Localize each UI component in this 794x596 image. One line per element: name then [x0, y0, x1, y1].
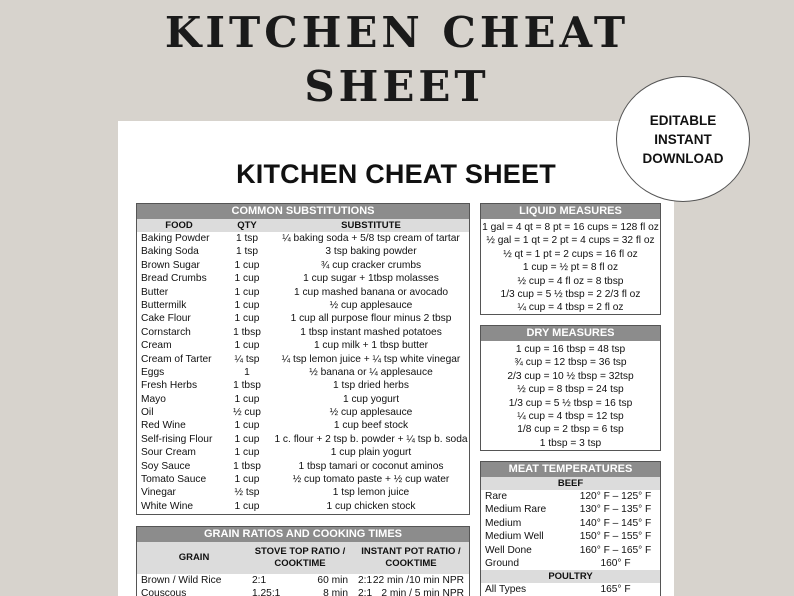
grain-column-headers	[137, 542, 469, 574]
qty-cell: 1 tbsp	[233, 326, 261, 338]
ip-time: 22 min /10 min NPR	[372, 575, 464, 586]
temperature-cell: 130° F – 135° F	[579, 504, 652, 516]
qty-cell: 1 tbsp	[233, 380, 261, 392]
qty-cell: 1 cup	[234, 313, 260, 325]
doneness-cell: Rare	[485, 491, 508, 502]
table-row	[137, 446, 469, 459]
temperature-row	[481, 517, 660, 530]
table-row	[137, 460, 469, 473]
food-cell: Butter	[141, 286, 169, 298]
substitute-cell: ½ banana or ¼ applesauce	[309, 366, 433, 378]
ip-time: 2 min / 5 min NPR	[381, 588, 464, 596]
food-cell: Vinegar	[141, 487, 176, 499]
grain-cell: Couscous	[141, 588, 187, 596]
table-row	[137, 245, 469, 258]
qty-cell: ¼ tsp	[234, 353, 260, 365]
food-cell: Tomato Sauce	[141, 474, 207, 486]
qty-cell: 1 cup	[234, 420, 260, 432]
temperature-cell: 160° F	[600, 557, 631, 569]
qty-cell: 1 cup	[234, 474, 260, 486]
measure-row: 1 cup = ½ pt = 8 fl oz	[522, 262, 619, 274]
temperature-cell: 165° F	[600, 584, 631, 596]
substitute-cell: 1 cup plain yogurt	[330, 447, 412, 459]
substitute-cell: ½ cup applesauce	[329, 407, 413, 419]
measure-row: 1 tbsp = 3 tsp	[539, 437, 602, 449]
table-row	[137, 299, 469, 312]
substitute-cell: 1 cup beef stock	[333, 420, 409, 432]
beef-subheader: BEEF	[481, 477, 660, 490]
qty-cell: ½ cup	[233, 407, 261, 419]
table-row	[137, 286, 469, 299]
doneness-cell: Medium Rare	[485, 504, 547, 516]
food-cell: Sour Cream	[141, 447, 196, 459]
measure-row: 1/8 cup = 2 tbsp = 6 tsp	[517, 424, 624, 436]
table-row	[137, 379, 469, 392]
temperature-row	[481, 557, 660, 570]
substitute-cell: ¼ baking soda + 5/8 tsp cream of tartar	[282, 233, 460, 244]
hero-title-line-2: SHEET	[304, 62, 490, 111]
substitute-cell: 1 tbsp instant mashed potatoes	[300, 326, 442, 338]
grain-rows	[137, 574, 469, 596]
liquid-measures-table	[480, 203, 661, 315]
table-row	[137, 419, 469, 432]
table-row	[137, 353, 469, 366]
food-cell: Cream of Tarter	[141, 353, 212, 365]
qty-cell: 1 cup	[234, 447, 260, 459]
column-grain: GRAIN	[178, 552, 210, 563]
food-cell: White Wine	[141, 500, 194, 512]
substitute-cell: 1 cup yogurt	[342, 393, 400, 405]
temperature-row	[481, 530, 660, 543]
table-row	[137, 339, 469, 352]
substitute-cell: 3 tsp baking powder	[325, 246, 417, 258]
measure-row: 2/3 cup = 10 ½ tbsp = 32tsp	[507, 370, 634, 382]
hero-title-line-1: KITCHEN CHEAT	[164, 8, 630, 57]
meat-temperatures-table	[480, 461, 661, 596]
table-row	[137, 486, 469, 499]
dry-measures-header: DRY MEASURES	[481, 326, 660, 341]
measure-row: ½ gal = 1 qt = 2 pt = 4 cups = 32 fl oz	[486, 235, 655, 247]
dry-measures-table	[480, 325, 661, 451]
qty-cell: 1 cup	[234, 286, 260, 298]
food-cell: Mayo	[141, 393, 166, 405]
stove-top-cell	[247, 587, 353, 596]
table-row	[137, 406, 469, 419]
substitute-cell: ¼ tsp lemon juice + ¼ tsp white vinegar	[281, 353, 461, 365]
qty-cell: 1 cup	[234, 259, 260, 271]
substitute-cell: 1 tbsp tamari or coconut aminos	[298, 460, 444, 472]
meat-temperatures-header: MEAT TEMPERATURES	[481, 462, 660, 477]
food-cell: Oil	[141, 407, 154, 419]
qty-cell: ½ tsp	[234, 487, 260, 499]
poultry-rows	[481, 583, 660, 596]
liquid-measures-header: LIQUID MEASURES	[481, 204, 660, 219]
qty-cell: 1 tbsp	[233, 460, 261, 472]
doneness-cell: Medium Well	[485, 531, 544, 543]
qty-cell: 1 cup	[234, 393, 260, 405]
table-row	[137, 587, 469, 596]
food-cell: Brown Sugar	[141, 259, 200, 271]
substitute-cell: 1 c. flour + 2 tsp b. powder + ¼ tsp b. soda	[274, 433, 468, 445]
food-cell: Baking Soda	[141, 246, 199, 258]
temperature-row	[481, 583, 660, 596]
editable-download-badge	[616, 76, 750, 202]
table-row	[137, 574, 469, 587]
food-cell: Cake Flour	[141, 313, 191, 325]
column-stove-top: STOVE TOP RATIO / COOKTIME	[254, 546, 346, 569]
temperature-cell: 160° F – 165° F	[579, 544, 652, 556]
table-row	[137, 473, 469, 486]
table-row	[137, 259, 469, 272]
measure-row: ¼ cup = 4 tbsp = 12 tsp	[517, 410, 624, 422]
qty-cell: 1 cup	[234, 299, 260, 311]
poultry-subheader: POULTRY	[481, 570, 660, 583]
column-qty: QTY	[237, 220, 257, 231]
table-row	[137, 433, 469, 446]
substitute-cell: 1 cup mashed banana or avocado	[293, 286, 449, 298]
substitute-cell: 1 tsp lemon juice	[332, 487, 410, 499]
table-row	[137, 326, 469, 339]
badge-line-1: EDITABLE	[649, 112, 717, 128]
ip-ratio: 2:1	[358, 588, 373, 596]
measure-row: 1/3 cup = 5 ½ tbsp = 2 2/3 fl oz	[500, 288, 641, 300]
temperature-row	[481, 490, 660, 503]
measure-row: 1 cup = 16 tbsp = 48 tsp	[515, 344, 626, 355]
doneness-cell: Ground	[485, 557, 519, 569]
stove-top-cell	[247, 574, 353, 587]
table-row	[137, 393, 469, 406]
badge-line-3: DOWNLOAD	[642, 150, 724, 166]
grain-cell: Brown / Wild Rice	[141, 575, 222, 586]
measure-row: ½ qt = 1 pt = 2 cups = 16 fl oz	[503, 248, 638, 260]
food-cell: Cornstarch	[141, 326, 191, 338]
stove-ratio: 2:1	[252, 575, 267, 586]
substitute-cell: 1 cup all purpose flour minus 2 tbsp	[290, 313, 452, 325]
substitutions-header: COMMON SUBSTITUTIONS	[137, 204, 469, 219]
temperature-cell: 150° F – 155° F	[579, 531, 652, 543]
food-cell: Cream	[141, 340, 172, 352]
measure-row: ½ cup = 4 fl oz = 8 tbsp	[517, 275, 624, 287]
food-cell: Soy Sauce	[141, 460, 191, 472]
column-instant-pot: INSTANT POT RATIO / COOKTIME	[361, 546, 461, 569]
table-row	[137, 500, 469, 513]
doneness-cell: Medium	[485, 517, 522, 529]
substitute-cell: 1 tsp dried herbs	[333, 380, 409, 392]
temperature-row	[481, 544, 660, 557]
substitute-cell: ½ cup tomato paste + ½ cup water	[292, 474, 450, 486]
column-substitute: SUBSTITUTE	[341, 220, 401, 231]
grain-ratios-header: GRAIN RATIOS AND COOKING TIMES	[137, 527, 469, 542]
stove-time: 60 min	[317, 575, 348, 586]
dry-measures-rows	[481, 341, 660, 450]
grain-ratios-table	[136, 526, 470, 596]
food-cell: Baking Powder	[141, 233, 210, 244]
qty-cell: 1 tsp	[235, 233, 259, 244]
food-cell: Self-rising Flour	[141, 433, 213, 445]
substitute-cell: ¾ cup cracker crumbs	[320, 259, 422, 271]
substitute-cell: 1 cup sugar + 1tbsp molasses	[303, 273, 439, 285]
qty-cell: 1 cup	[234, 500, 260, 512]
ip-ratio: 2:1	[358, 575, 373, 586]
qty-cell: 1 cup	[234, 340, 260, 352]
cheat-sheet-page	[118, 121, 674, 596]
doneness-cell: Well Done	[485, 544, 532, 556]
substitute-cell: 1 cup milk + 1 tbsp butter	[313, 340, 429, 352]
liquid-measures-rows	[481, 219, 660, 315]
temperature-cell: 140° F – 145° F	[579, 517, 652, 529]
substitutions-rows	[137, 232, 469, 513]
substitutions-column-headers	[137, 219, 469, 232]
substitutions-table	[136, 203, 470, 515]
measure-row: 1 gal = 4 qt = 8 pt = 16 cups = 128 fl oz	[482, 222, 659, 233]
instant-pot-cell	[353, 587, 469, 596]
qty-cell: 1 cup	[234, 433, 260, 445]
table-row	[137, 366, 469, 379]
qty-cell: 1 tsp	[235, 246, 259, 258]
table-row	[137, 312, 469, 325]
doneness-cell: All Types	[485, 584, 527, 596]
substitute-cell: 1 cup chicken stock	[326, 500, 416, 512]
measure-row: ½ cup = 8 tbsp = 24 tsp	[517, 384, 624, 396]
beef-rows	[481, 490, 660, 570]
food-cell: Fresh Herbs	[141, 380, 198, 392]
food-cell: Buttermilk	[141, 299, 187, 311]
measure-row: ¼ cup = 4 tbsp = 2 fl oz	[517, 302, 624, 314]
measure-row: ¾ cup = 12 tbsp = 36 tsp	[514, 357, 627, 369]
table-row	[137, 232, 469, 245]
food-cell: Bread Crumbs	[141, 273, 207, 285]
measure-row: 1/3 cup = 5 ½ tbsp = 16 tsp	[508, 397, 633, 409]
substitute-cell: ½ cup applesauce	[329, 299, 413, 311]
badge-line-2: INSTANT	[654, 131, 712, 147]
table-row	[137, 272, 469, 285]
instant-pot-cell	[353, 574, 469, 587]
sheet-title: KITCHEN CHEAT SHEET	[236, 159, 556, 189]
qty-cell: 1 cup	[234, 273, 260, 285]
food-cell: Red Wine	[141, 420, 186, 432]
food-cell: Eggs	[141, 366, 165, 378]
column-food: FOOD	[165, 220, 193, 231]
temperature-cell: 120° F – 125° F	[579, 491, 652, 502]
stove-time: 8 min	[323, 588, 348, 596]
temperature-row	[481, 503, 660, 516]
stove-ratio: 1.25:1	[252, 588, 281, 596]
qty-cell: 1	[244, 366, 250, 378]
